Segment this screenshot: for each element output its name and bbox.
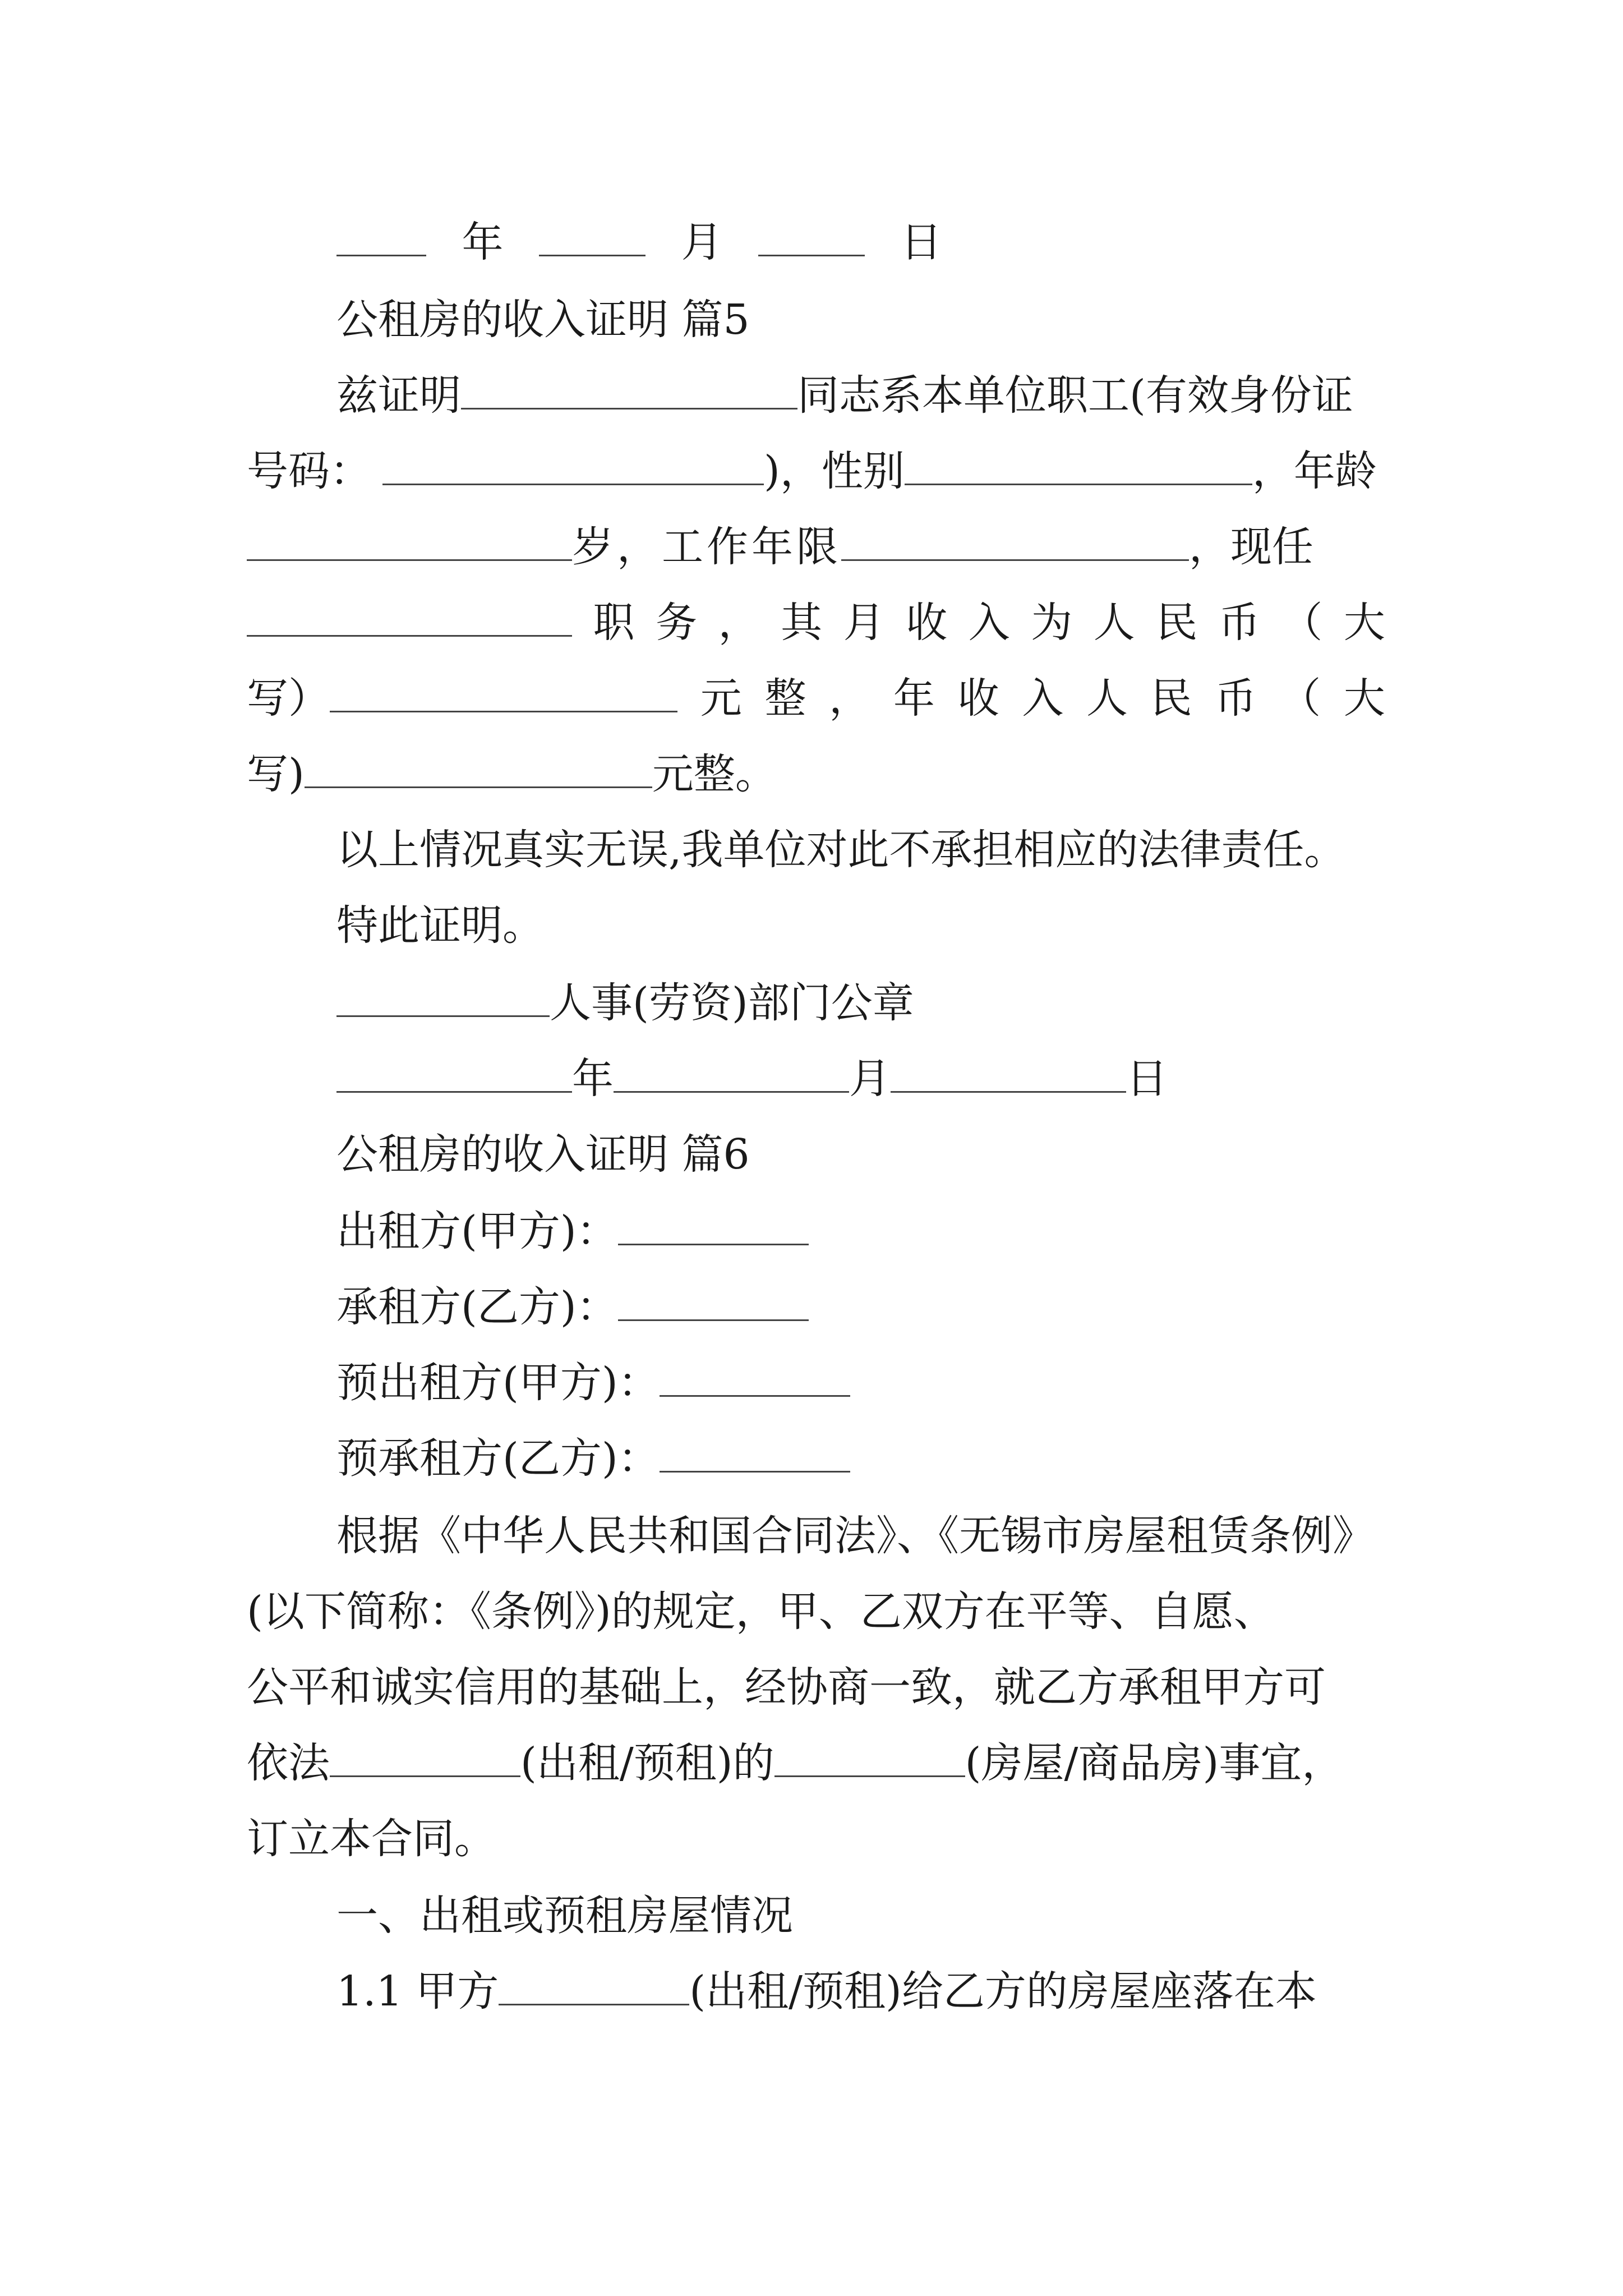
char: 币: [1218, 599, 1260, 647]
certify-line-6: [247, 746, 777, 802]
char: 大: [1343, 674, 1385, 723]
char: 大: [1343, 599, 1385, 647]
char: ，: [718, 599, 760, 647]
day-label: 日: [1126, 1055, 1168, 1103]
age-label: ，年龄: [1252, 447, 1377, 495]
pre-lessee-line: [336, 1430, 850, 1487]
certify-text-2: 同志系本单位职工(有效身份证: [797, 371, 1353, 420]
clause-text: 1.1 甲方: [336, 1967, 499, 2016]
char: 职: [593, 599, 635, 647]
pre-lessor-label: 预出租方(甲方)：: [336, 1359, 660, 1407]
age-blank: [247, 520, 572, 561]
position-label: ，现任: [1189, 523, 1313, 571]
char: （: [1279, 674, 1321, 723]
write-label: 写）: [247, 674, 330, 723]
year-label: 年: [462, 218, 504, 266]
gender-label: )，性别: [764, 447, 905, 495]
char: 入: [1022, 674, 1064, 723]
pre-lessee-blank: [660, 1432, 850, 1473]
truth-statement: 以上情况真实无误,我单位对此不承担相应的法律责任。: [336, 826, 1346, 874]
contract-para-line-4: [247, 1735, 1343, 1791]
lessor-line: [336, 1203, 809, 1259]
position-blank: [247, 596, 572, 637]
char: 元: [700, 674, 742, 723]
yuan-label: 元整。: [652, 750, 777, 798]
char: 人: [1086, 674, 1128, 723]
year-blank: [336, 215, 426, 256]
name-blank: [461, 369, 797, 409]
char: 为: [1031, 599, 1073, 647]
section-heading-1: 一、出租或预租房屋情况: [336, 1892, 793, 1940]
lessee-line: [336, 1279, 809, 1335]
month-label: 月: [681, 218, 723, 266]
char: 币: [1215, 674, 1257, 723]
work-years-blank: [841, 520, 1189, 561]
month-blank: [539, 215, 645, 256]
contract-para-line-3: 公平和诚实信用的基础上，经协商一致，就乙方承租甲方可: [247, 1663, 1326, 1711]
lessee-blank: [618, 1280, 809, 1321]
certify-line-5: [247, 670, 1385, 726]
char: 月: [843, 599, 885, 647]
stamp-blank: [336, 976, 550, 1017]
year-label: 年: [572, 1055, 614, 1103]
section6-title: 公租房的收入证明 篇6: [336, 1130, 750, 1179]
char: 民: [1150, 674, 1192, 723]
property-type-blank: [774, 1736, 965, 1777]
certify-line-2: [247, 443, 1377, 499]
contract-para-line-5: 订立本合同。: [247, 1815, 496, 1863]
char: 收: [906, 599, 948, 647]
monthly-amount-blank: [330, 671, 677, 712]
char: 务: [656, 599, 698, 647]
certify-line-4: [247, 595, 1385, 651]
lease-type-blank: [330, 1736, 520, 1777]
char: 人: [1093, 599, 1135, 647]
pre-lessee-label: 预承租方(乙方)：: [336, 1434, 660, 1483]
para-text: 依法: [247, 1739, 330, 1787]
char: 民: [1156, 599, 1198, 647]
contract-para-line-2: (以下简称：《条例》)的规定，甲、乙双方在平等、自愿、: [247, 1588, 1275, 1636]
pre-lessor-blank: [660, 1356, 850, 1397]
char: （: [1281, 599, 1323, 647]
contract-para-line-1: 根据《中华人民共和国合同法》、《无锡市房屋租赁条例》: [336, 1512, 1374, 1560]
day-blank: [891, 1052, 1126, 1093]
lessor-label: 出租方(甲方)：: [336, 1207, 618, 1255]
month-label: 月: [849, 1055, 891, 1103]
date-line-top: [336, 214, 965, 270]
year-blank: [336, 1052, 572, 1093]
annual-amount-blank: [305, 747, 652, 788]
stamp-label: 人事(劳资)部门公章: [550, 979, 914, 1027]
day-blank: [758, 215, 865, 256]
certify-closing: 特此证明。: [336, 901, 544, 950]
gender-blank: [905, 444, 1252, 485]
month-blank: [614, 1052, 849, 1093]
date-line-sec5: [336, 1051, 1168, 1107]
certify-text: 兹证明: [336, 371, 461, 420]
clause-1-1: [336, 1963, 1317, 2019]
id-label: 号码：: [247, 447, 371, 495]
lessee-label: 承租方(乙方)：: [336, 1283, 618, 1331]
clause-blank: [499, 1964, 689, 2005]
certify-line-1: [336, 367, 1353, 424]
monthly-amount-group: [247, 670, 677, 726]
stamp-line: [336, 975, 914, 1031]
char: 年: [893, 674, 935, 723]
char: ，: [829, 674, 871, 723]
char: 入: [968, 599, 1010, 647]
lessor-blank: [618, 1204, 809, 1245]
para-text: (出租/预租)的: [520, 1739, 774, 1787]
char: 其: [781, 599, 823, 647]
clause-text-2: (出租/预租)给乙方的房屋座落在本: [689, 1967, 1317, 2016]
section5-title: 公租房的收入证明 篇5: [336, 296, 750, 344]
day-label: 日: [900, 218, 942, 266]
write-label-2: 写): [247, 750, 305, 798]
pre-lessor-line: [336, 1355, 850, 1411]
para-text: (房屋/商品房)事宜，: [965, 1739, 1344, 1787]
certify-line-3: [247, 519, 1313, 575]
id-blank: [382, 444, 764, 485]
char: 整: [764, 674, 806, 723]
work-years-label: 岁，工作年限: [572, 523, 841, 571]
char: 收: [957, 674, 999, 723]
